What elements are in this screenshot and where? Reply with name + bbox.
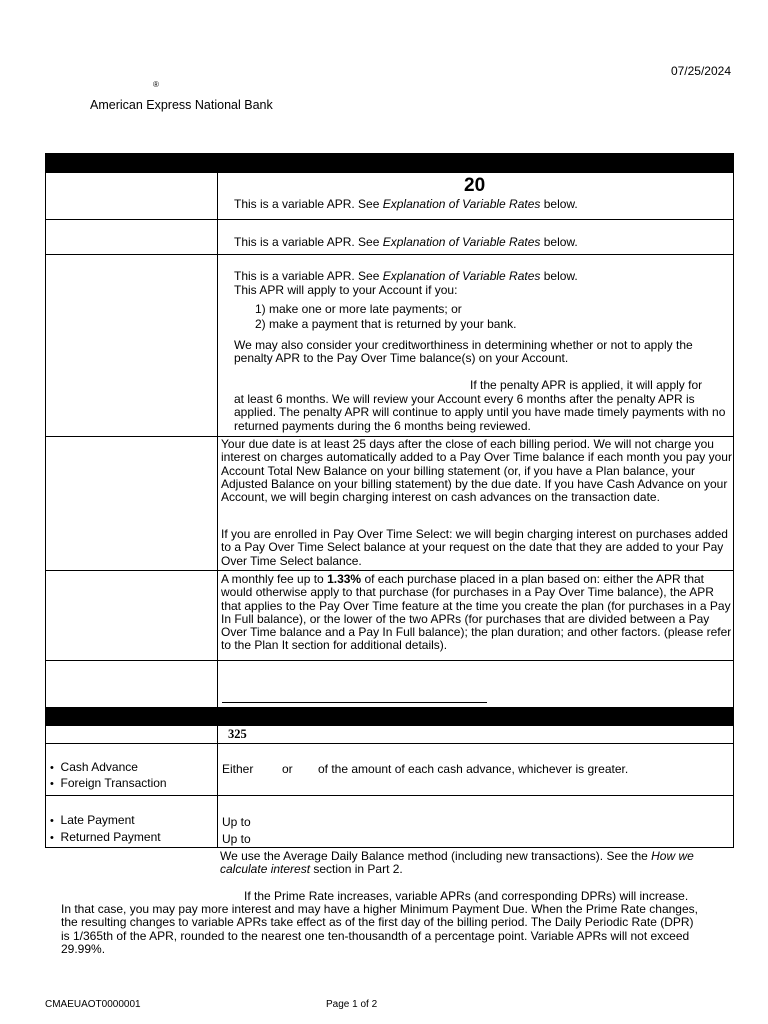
penalty-duration-text: at least 6 months. We will review your Account every 6 months after the penalty APR is applied. The penalty APR will continue to apply until you have made timely payments with no returned payments during the 6 months being reviewed.	[234, 392, 726, 433]
balance-method-suffix: section in Part 2.	[310, 862, 403, 877]
variable-rates-reference: Explanation of Variable Rates	[382, 269, 541, 283]
fees-row-divider	[45, 795, 734, 796]
variable-apr-note	[234, 235, 578, 249]
page-number: Page 1 of 2	[326, 999, 378, 1010]
fees-column-divider	[217, 726, 218, 848]
penalty-fee-label: Late Payment	[60, 813, 135, 827]
annual-fee-value: 325	[228, 727, 247, 741]
bullet-icon: •	[50, 832, 54, 844]
bullet-icon: •	[50, 762, 54, 774]
variable-apr-prefix: This is a variable APR. See	[234, 235, 383, 249]
plan-fee-prefix: A monthly fee up to	[221, 572, 328, 586]
fees-row-divider	[45, 743, 734, 744]
transaction-fee-label: Foreign Transaction	[60, 776, 167, 790]
late-payment-up-to: Up to	[222, 815, 251, 829]
grace-period-text: Your due date is at least 25 days after the close of each billing period. We will not charge you interest on charges automatically added to a Pay Over Time balance if each month you pay your Account Total New Balance on your billing statement (or, if you have a Plan balance, your Adjusted Balance on your billing statement) by the due date. If you have Cash Advance on your Account, we will begin charging interest on cash advances on the transaction date.	[221, 437, 732, 505]
plan-fee-rate: 1.33%	[327, 572, 362, 586]
document-date: 07/25/2024	[670, 64, 731, 78]
cash-advance-rest: of the amount of each cash advance, whichever is greater.	[318, 762, 629, 776]
plan-fee-suffix: of each purchase placed in a plan based on: either the APR that would otherwise apply to that purchase (for purchases in a Pay Over Time balance), the APR that applies to the Pay Over Time feature at the time you create the plan (for purchases in a Pay In Full balance), or the lower of the two APRs (for purchases that are divided between a Pay Over Time balance and a Pay In Full balance); the plan duration; and other factors. (please refer to the Plan It section for additional details).	[221, 572, 732, 653]
penalty-fee-item-late	[50, 813, 135, 828]
returned-payment-up-to: Up to	[222, 832, 251, 846]
fees-table-bottom	[45, 847, 734, 848]
cash-advance-or: or	[282, 762, 293, 776]
variable-apr-suffix: below.	[540, 235, 578, 249]
variable-rates-reference: Explanation of Variable Rates	[382, 197, 541, 211]
variable-rates-reference: Explanation of Variable Rates	[382, 235, 541, 249]
cash-advance-either: Either	[222, 762, 254, 776]
row-divider	[45, 660, 734, 661]
fees-table-left-border	[45, 726, 46, 848]
purchase-apr-value: 20	[464, 175, 486, 196]
penalty-apply-intro: This APR will apply to your Account if you:	[234, 283, 458, 297]
registered-mark: ®	[153, 80, 159, 89]
table-left-border	[45, 153, 46, 707]
signature-line	[222, 702, 487, 703]
variable-apr-suffix: below.	[540, 269, 578, 283]
fees-table-header-bar	[45, 707, 734, 726]
rates-table-header-bar	[45, 153, 734, 173]
variable-apr-note	[234, 197, 578, 211]
transaction-fee-item-cash-advance	[50, 760, 138, 775]
penalty-condition-1: 1) make one or more late payments; or	[255, 302, 462, 316]
row-divider	[45, 219, 734, 220]
variable-apr-note	[234, 269, 578, 283]
variable-rates-body: In that case, you may pay more interest and may have a higher Minimum Payment Due. When the Prime Rate changes, the resulting changes to variable APRs take effect as of the first day of the billing period. The Daily Periodic Rate (DPR) is 1/365th of the APR, rounded to the nearest one ten-thousandth of a percentage point. Variable APRs will not exceed 29.99%.	[61, 902, 698, 956]
fees-table-right-border	[733, 726, 734, 848]
bullet-icon: •	[50, 815, 54, 827]
bank-name: American Express National Bank	[90, 98, 273, 112]
transaction-fee-label: Cash Advance	[60, 760, 138, 774]
penalty-fee-label: Returned Payment	[60, 830, 161, 844]
plan-fee-text	[221, 573, 733, 653]
balance-method-text	[220, 850, 732, 877]
variable-apr-suffix: below.	[540, 197, 578, 211]
creditworthiness-note: We may also consider your creditworthiness in determining whether or not to apply the penalty APR to the Pay Over Time balance(s) on your Account.	[234, 338, 693, 366]
penalty-condition-2: 2) make a payment that is returned by your bank.	[255, 317, 517, 331]
variable-rates-line-1: If the Prime Rate increases, variable APRs (and corresponding DPRs) will increase.	[244, 889, 689, 903]
balance-method-prefix: We use the Average Daily Balance method (including new transactions). See the	[220, 849, 652, 863]
bullet-icon: •	[50, 778, 54, 790]
row-divider	[45, 570, 734, 571]
table-right-border	[733, 153, 734, 707]
pay-over-time-select-text: If you are enrolled in Pay Over Time Select: we will begin charging interest on purchases added to a Pay Over Time Select balance at your request on the date that they are added to your Pay Over Time Select balance.	[221, 527, 728, 568]
variable-apr-prefix: This is a variable APR. See	[234, 269, 383, 283]
variable-apr-prefix: This is a variable APR. See	[234, 197, 383, 211]
transaction-fee-item-foreign	[50, 776, 167, 791]
balance-method-reference: How we calculate interest	[220, 849, 694, 877]
penalty-fee-item-returned	[50, 830, 161, 845]
row-divider	[45, 254, 734, 255]
document-code: CMAEUAOT0000001	[45, 999, 141, 1010]
penalty-duration-line-1: If the penalty APR is applied, it will apply for	[470, 378, 703, 392]
